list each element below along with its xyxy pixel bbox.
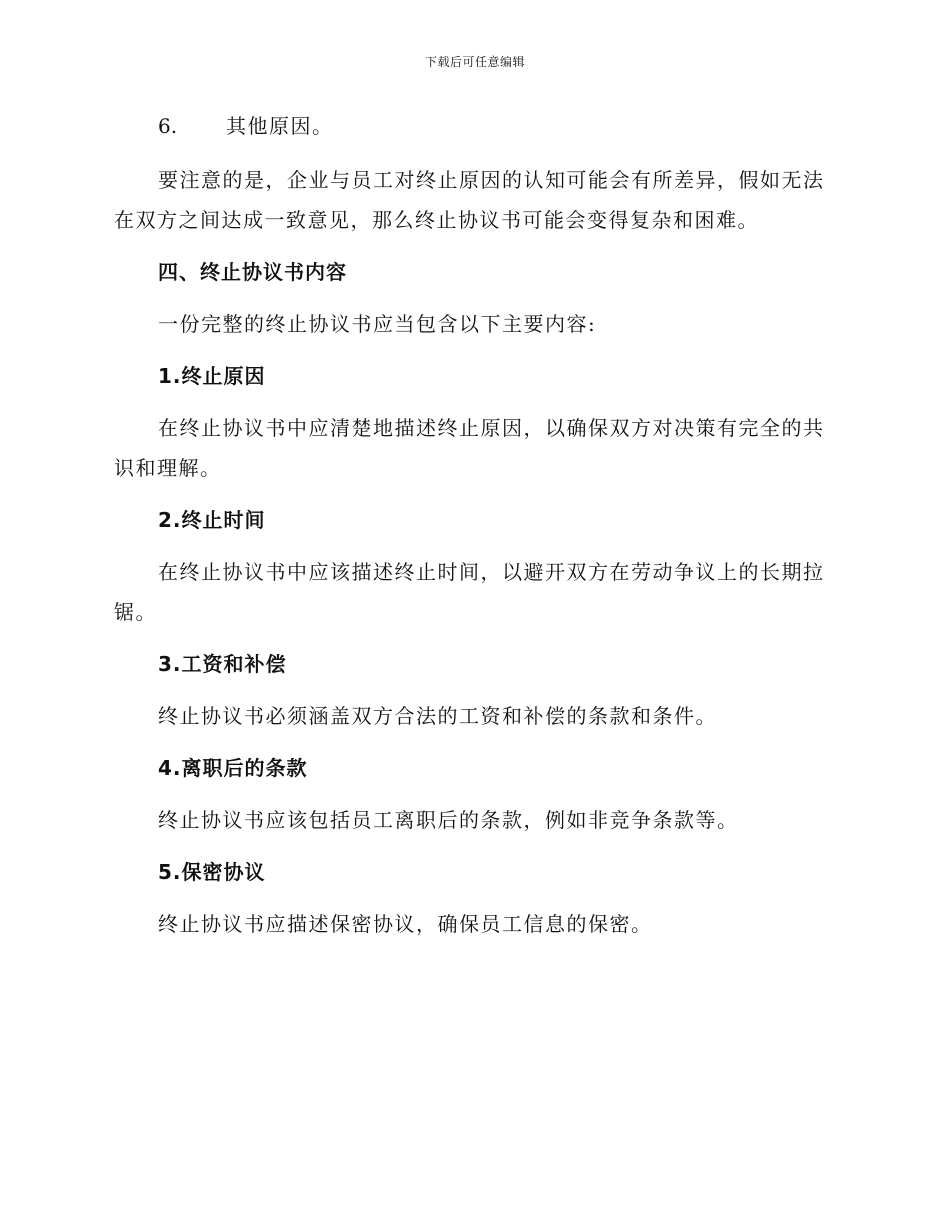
item-text-4: 终止协议书应该包括员工离职后的条款，例如非竞争条款等。 — [158, 808, 739, 832]
list-item-text: 其他原因。 — [226, 114, 334, 138]
document-body — [114, 113, 834, 937]
item-text-1-line-2: 识和理解。 — [114, 456, 222, 480]
item-heading-2: 2.终止时间 — [158, 508, 266, 532]
note-paragraph-line-1: 要注意的是，企业与员工对终止原因的认知可能会有所差异，假如无法 — [158, 168, 825, 192]
item-heading-5: 5.保密协议 — [158, 860, 266, 884]
item-text-5: 终止协议书应描述保密协议，确保员工信息的保密。 — [158, 912, 653, 936]
note-paragraph-line-2: 在双方之间达成一致意见，那么终止协议书可能会变得复杂和困难。 — [114, 208, 759, 232]
item-text-2-line-1: 在终止协议书中应该描述终止时间，以避开双方在劳动争议上的长期拉 — [158, 560, 825, 584]
item-heading-4: 4.离职后的条款 — [158, 756, 308, 780]
item-heading-1: 1.终止原因 — [158, 364, 266, 388]
section-heading: 四、终止协议书内容 — [158, 260, 347, 284]
item-text-2-line-2: 锯。 — [114, 600, 157, 624]
section-intro: 一份完整的终止协议书应当包含以下主要内容: — [158, 312, 597, 336]
item-heading-3: 3.工资和补偿 — [158, 652, 287, 676]
list-item-number: 6. — [158, 114, 178, 138]
page-header: 下载后可任意编辑 — [424, 55, 525, 69]
item-text-3: 终止协议书必须涵盖双方合法的工资和补偿的条款和条件。 — [158, 704, 717, 728]
list-item-6 — [114, 113, 834, 139]
item-text-1-line-1: 在终止协议书中应清楚地描述终止原因，以确保双方对决策有完全的共 — [158, 416, 825, 440]
